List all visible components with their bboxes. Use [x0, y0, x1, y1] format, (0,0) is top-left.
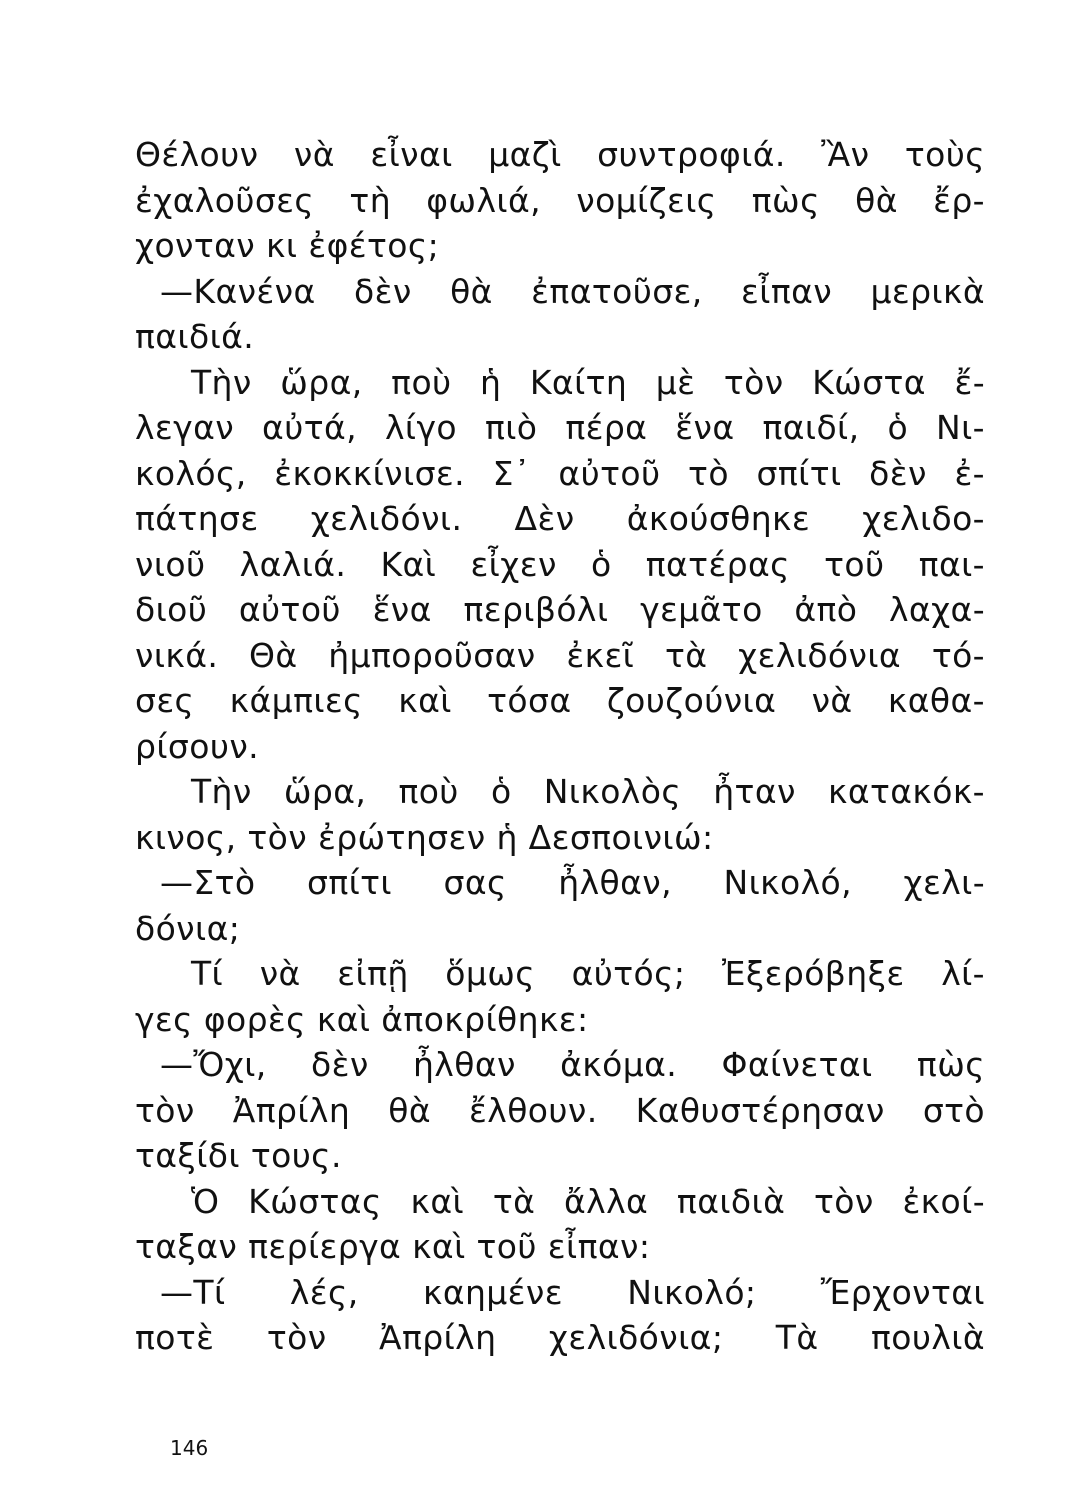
page-number: 146 — [170, 1436, 209, 1460]
text-line: ἐχαλοῦσες τὴ φωλιά, νομίζεις πὼς θὰ ἔρ- — [135, 180, 985, 220]
text-line: διοῦ αὐτοῦ ἕνα περιβόλι γεμᾶτο ἀπὸ λαχα- — [135, 590, 985, 629]
text-line: δόνια; — [135, 908, 241, 948]
text-line: κολός, ἐκοκκίνισε. Σ᾽ αὐτοῦ τὸ σπίτι δὲν ἐ- — [135, 453, 985, 493]
text-line: ταξίδι τους. — [135, 1136, 342, 1175]
text-line: Τί νὰ εἰπῇ ὅμως αὐτός; Ἐξερόβηξε λί- — [191, 954, 985, 993]
text-line: Τὴν ὥρα, ποὺ ὁ Νικολὸς ἦταν κατακόκ- — [191, 772, 985, 811]
text-line: χονταν κι ἐφέτος; — [135, 226, 440, 265]
body-text — [135, 132, 985, 1361]
text-line: —Τί λές, καημένε Νικολό; Ἔρχονται — [160, 1272, 985, 1312]
text-line: Ὁ Κώστας καὶ τὰ ἄλλα παιδιὰ τὸν ἐκοί- — [191, 1181, 985, 1221]
text-line: ταξαν περίεργα καὶ τοῦ εἶπαν: — [135, 1227, 651, 1266]
text-line: Τὴν ὥρα, ποὺ ἡ Καίτη μὲ τὸν Κώστα ἔ- — [191, 362, 985, 402]
text-line: ποτὲ τὸν Ἀπρίλη χελιδόνια; Τὰ πουλιὰ — [135, 1318, 985, 1357]
text-line: —Κανένα δὲν θὰ ἐπατοῦσε, εἶπαν μερικὰ — [160, 271, 985, 311]
text-line: Θέλουν νὰ εἶναι μαζὶ συντροφιά. Ἂν τοὺς — [135, 135, 985, 174]
text-line: σες κάμπιες καὶ τόσα ζουζούνια νὰ καθα- — [135, 681, 985, 720]
text-line: κινος, τὸν ἐρώτησεν ἡ Δεσποινιώ: — [135, 817, 714, 857]
text-line: γες φορὲς καὶ ἀποκρίθηκε: — [135, 999, 589, 1039]
text-line: νιοῦ λαλιά. Καὶ εἶχεν ὁ πατέρας τοῦ παι- — [135, 544, 985, 584]
text-line: παιδιά. — [135, 317, 255, 356]
text-line: πάτησε χελιδόνι. Δὲν ἀκούσθηκε χελιδο- — [135, 499, 985, 538]
text-line: τὸν Ἀπρίλη θὰ ἔλθουν. Καθυστέρησαν στὸ — [135, 1090, 985, 1130]
text-line: —Ὄχι, δὲν ἦλθαν ἀκόμα. Φαίνεται πὼς — [160, 1045, 985, 1084]
text-line: ρίσουν. — [135, 726, 260, 766]
text-line: νικά. Θὰ ἠμποροῦσαν ἐκεῖ τὰ χελιδόνια τό- — [135, 635, 985, 675]
text-line: —Στὸ σπίτι σας ἦλθαν, Νικολό, χελι- — [160, 863, 985, 902]
text-line: λεγαν αὐτά, λίγο πιὸ πέρα ἕνα παιδί, ὁ Νι- — [135, 408, 985, 447]
